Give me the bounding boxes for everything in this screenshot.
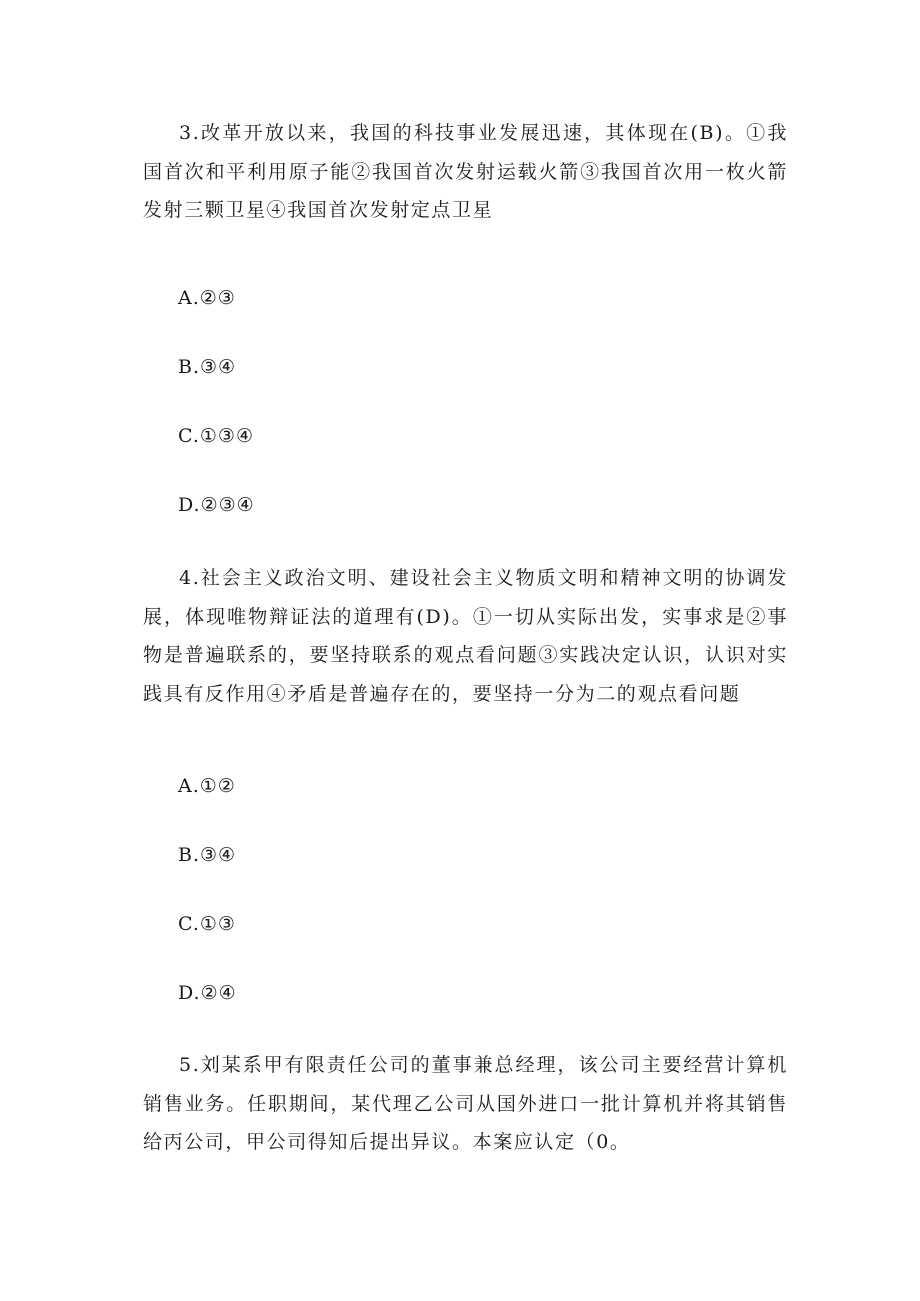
question-4-option-a: A.①②: [178, 775, 236, 797]
question-4-option-c: C.①③: [178, 913, 236, 935]
question-4-option-b: B.③④: [178, 844, 237, 866]
question-4-option-d: D.②④: [178, 982, 237, 1004]
question-3-stem: 3.改革开放以来，我国的科技事业发展迅速，其体现在(B)。①我国首次和平利用原子能②我国首次发射运载火箭③我国首次用一枚火箭发射三颗卫星④我国首次发射定点卫星: [143, 122, 788, 221]
question-3-option-b: B.③④: [178, 356, 237, 378]
question-3-option-a: A.②③: [178, 287, 236, 309]
question-5-stem: 5.刘某系甲有限责任公司的董事兼总经理，该公司主要经营计算机销售业务。任职期间，某代理乙公司从国外进口一批计算机并将其销售给丙公司，甲公司得知后提出异议。本案应认定（0。: [143, 1054, 788, 1153]
question-4-stem: 4.社会主义政治文明、建设社会主义物质文明和精神文明的协调发展，体现唯物辩证法的道理有(D)。①一切从实际出发，实事求是②事物是普遍联系的，要坚持联系的观点看问题③实践决定认识，认识对实践具有反作用④矛盾是普遍存在的，要坚持一分为二的观点看问题: [143, 567, 788, 705]
question-3-option-d: D.②③④: [178, 494, 255, 516]
question-3-option-c: C.①③④: [178, 425, 254, 447]
